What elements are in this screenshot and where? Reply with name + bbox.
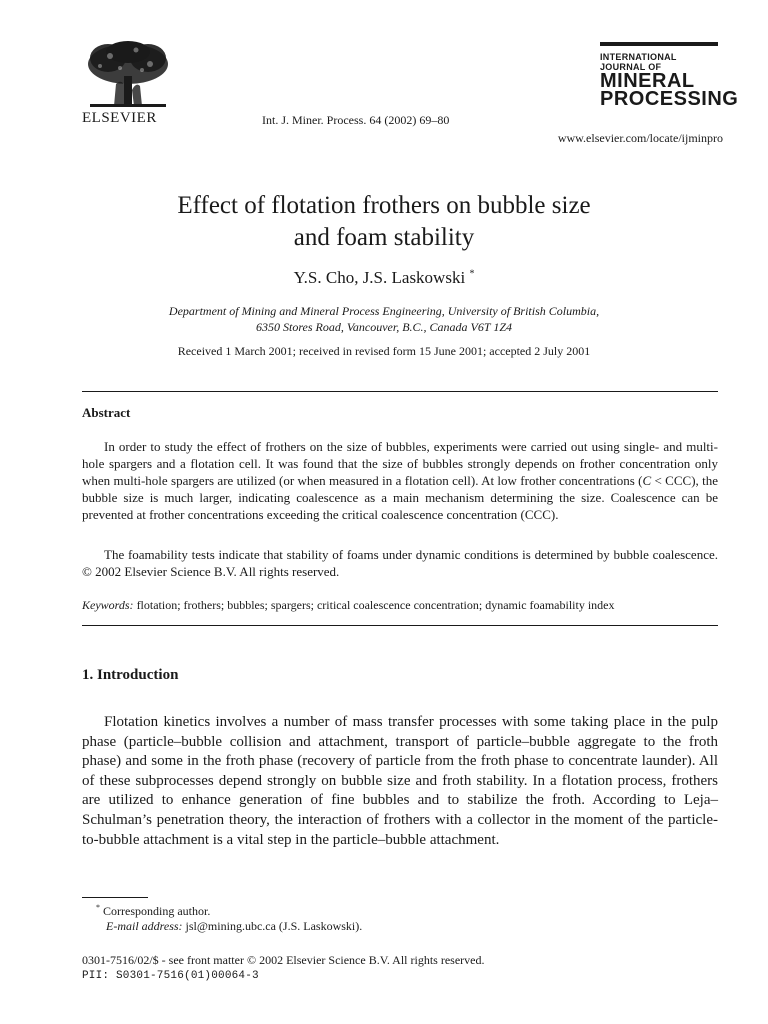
keywords-label: Keywords: [82, 598, 134, 612]
journal-name-line2: MINERAL [600, 70, 695, 92]
abstract-heading: Abstract [82, 405, 131, 420]
article-title [90, 190, 678, 254]
publisher-name: ELSEVIER [82, 110, 157, 126]
keywords-list: flotation; frothers; bubbles; spargers; critical coalescence concentration; dynamic foamability index [133, 598, 615, 612]
article-history-dates: Received 1 March 2001; received in revised form 15 June 2001; accepted 2 July 2001 [177, 344, 591, 358]
abstract-top-divider [82, 391, 718, 392]
footnote-mark: * [96, 903, 100, 912]
abstract-bottom-divider [82, 625, 718, 626]
footnote-divider [82, 897, 148, 898]
abstract-p1-symbol: C [642, 473, 652, 488]
copyright-line: 0301-7516/02/$ - see front matter © 2002 Elsevier Science B.V. All rights reserved. [82, 953, 485, 967]
title-line-2: and foam stability [293, 224, 475, 251]
keywords [82, 598, 718, 613]
email-address[interactable]: jsl@mining.ubc.ca (J.S. Laskowski). [182, 919, 363, 933]
author-list [90, 268, 678, 288]
pii-line: PII: S0301-7516(01)00064-3 [82, 970, 259, 982]
abstract-paragraph-1 [82, 438, 718, 523]
section-heading-introduction: 1. Introduction [82, 667, 179, 683]
journal-name-line3: PROCESSING [600, 88, 739, 110]
corresponding-author-mark[interactable]: * [469, 268, 475, 280]
abstract-p1-end: < CCC), the bubble size is much larger, indicating coalescence as a main mechanism determining the size. Coalescence can be prevented at frother concentrations exceeding the critical coalescence concentration (CCC). [82, 473, 719, 522]
journal-name-line1: INTERNATIONAL JOURNAL OF [600, 52, 677, 72]
journal-citation: Int. J. Miner. Process. 64 (2002) 69–80 [262, 113, 450, 127]
journal-logo [600, 42, 739, 110]
footnote-corresponding-text: Corresponding author. [100, 904, 211, 918]
author-affiliation [90, 303, 678, 335]
journal-url-link[interactable]: www.elsevier.com/locate/ijminpro [557, 131, 723, 145]
email-label: E-mail address: [106, 919, 183, 933]
title-line-1: Effect of flotation frothers on bubble size [177, 192, 591, 219]
introduction-paragraph: Flotation kinetics involves a number of mass transfer processes with some taking place in the pulp phase (particle–bubble collision and attachment, transport of particle–bubble aggregate to the froth phase) and some in the froth phase (recovery of particle from the froth phase to concentrate launder). All of these subprocesses depend strongly on bubble size and froth stability. In a flotation process, frothers are utilized to enhance generation of fine bubbles and to stabilize the froth. According to Leja–Schulman’s penetration theory, the interaction of frothers with a collector in the moment of the particle-to-bubble attachment is a vital step in the particle–bubble attachment. [82, 714, 718, 848]
journal-logo-rule [600, 42, 718, 46]
affiliation-line-2: 6350 Stores Road, Vancouver, B.C., Canada V6T 1Z4 [255, 320, 512, 334]
footnote-email [106, 919, 362, 934]
footnote-corresponding-author [96, 903, 210, 919]
affiliation-line-1: Department of Mining and Mineral Process Engineering, University of British Columbia, [168, 304, 600, 318]
authors-text: Y.S. Cho, J.S. Laskowski [293, 268, 466, 287]
abstract-p1-start: In order to study the effect of frothers on the size of bubbles, experiments were carried out using single- and multi-hole spargers and a flotation cell. It was found that the size of bubbles strongly depends on frother concentration only when multi-hole spargers are utilized (or when measured in a flotation cell). At low frother concentrations ( [82, 439, 718, 488]
abstract-paragraph-2: The foamability tests indicate that stability of foams under dynamic conditions is determined by bubble coalescence. © 2002 Elsevier Science B.V. All rights reserved. [82, 547, 718, 579]
